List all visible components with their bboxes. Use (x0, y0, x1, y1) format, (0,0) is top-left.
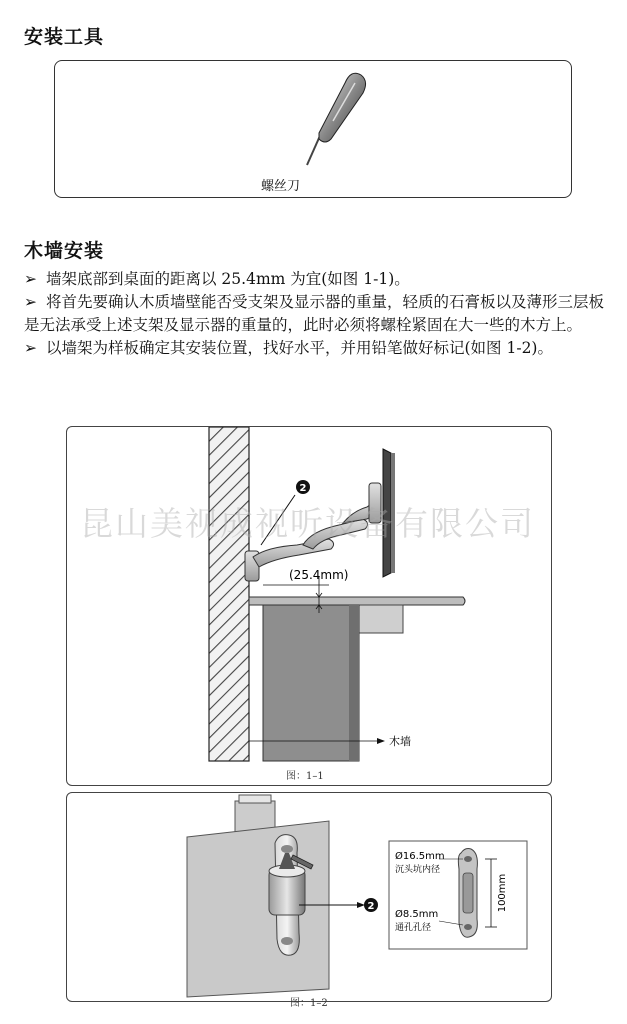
bullet-arrow-icon: ➢ (24, 293, 37, 311)
figure-1-1 (66, 426, 552, 786)
wall-panel (187, 821, 329, 997)
through-hole-diameter: Ø8.5mm (395, 909, 439, 920)
wood-wall-heading: 木墙安装 (24, 240, 105, 262)
countersink-diameter: Ø16.5mm (395, 851, 445, 862)
wall-label: 木墙 (389, 735, 411, 748)
bullet-arrow-icon: ➢ (24, 339, 37, 357)
wood-wall (209, 427, 249, 761)
instruction-item: ➢ 将首先要确认木质墙壁能否受支架及显示器的重量，轻质的石膏板以及薄形三层板是无法承受上述支架及显示器的重量的，此时必须将螺栓紧固在大一些的木方上。 (24, 293, 605, 334)
figure-1-2-caption: 图：1–2 (290, 998, 328, 1009)
screwdriver-label: 螺丝刀 (261, 179, 301, 194)
tools-box (54, 60, 572, 198)
svg-text:2: 2 (367, 901, 375, 912)
wall-mount-side-view (67, 427, 553, 787)
instruction-item: ➢ 以墙架为样板确定其安装位置，找好水平，并用铅笔做好标记(如图 1-2)。 (24, 337, 610, 360)
desk (263, 605, 359, 761)
instruction-list (24, 268, 610, 360)
dimension-label: (25.4mm) (289, 568, 349, 582)
figure-1-2 (66, 792, 552, 1002)
screwdriver-illustration (55, 61, 573, 199)
through-hole-note: 通孔孔径 (395, 923, 432, 933)
bullet-arrow-icon: ➢ (24, 270, 37, 288)
wall-plate-front-view (67, 793, 553, 1003)
figure-1-1-caption: 图：1–1 (286, 771, 324, 782)
monitor (383, 449, 391, 577)
height-dimension: 100mm (497, 873, 508, 913)
company-watermark: 昆山美视成视听设备有限公司 (80, 504, 535, 543)
countersink-note: 沉头坑内径 (395, 865, 441, 875)
tools-heading: 安装工具 (24, 26, 105, 48)
instruction-item: ➢ 墙架底部到桌面的距离以 25.4mm 为宜(如图 1-1)。 (24, 268, 610, 291)
svg-text:2: 2 (299, 483, 307, 494)
